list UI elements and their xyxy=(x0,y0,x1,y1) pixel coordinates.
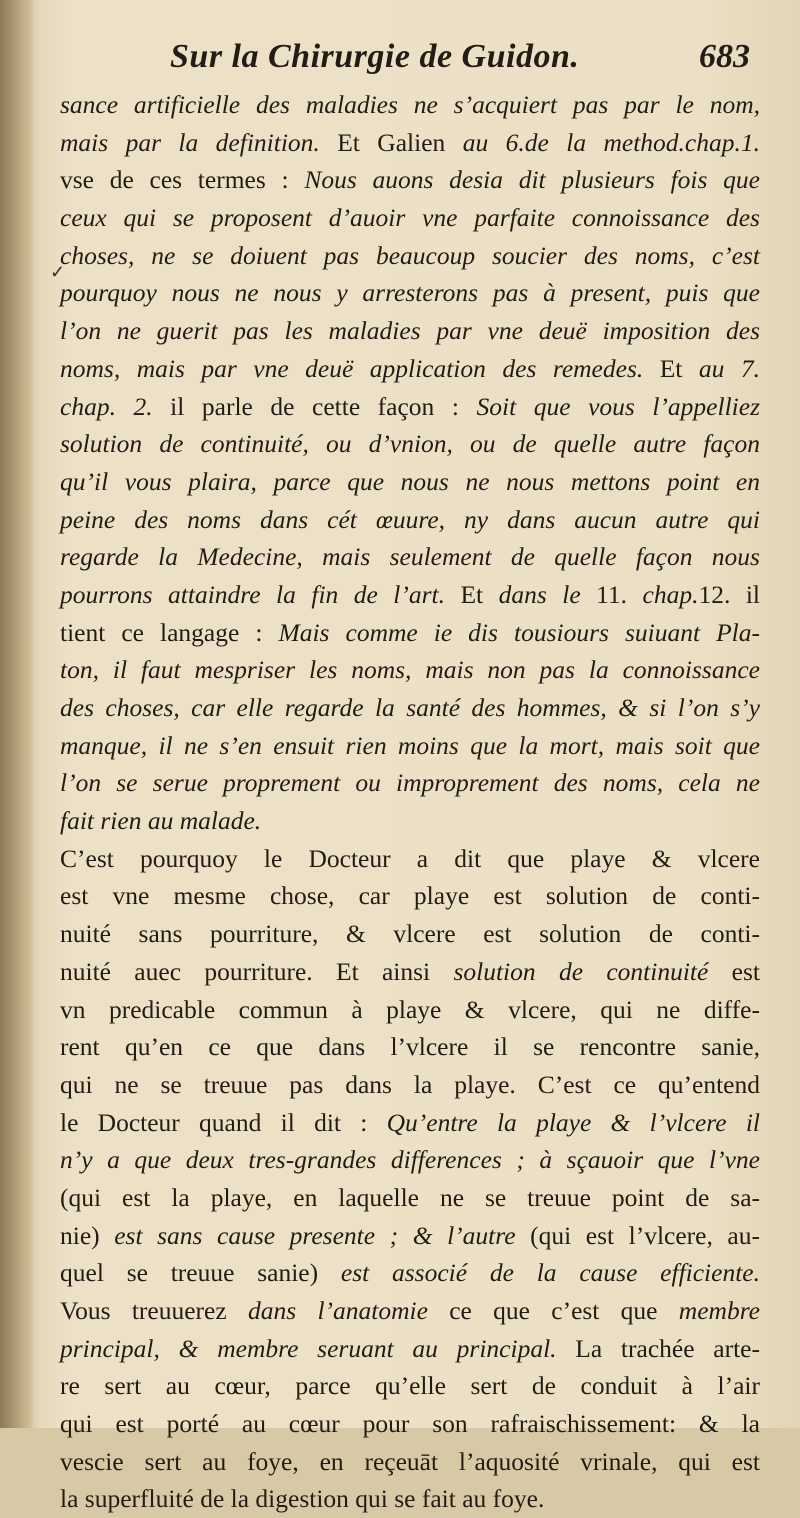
roman-segment: 12. il xyxy=(698,579,760,609)
italic-segment: est sans cause presente ; & l’autre xyxy=(114,1220,516,1250)
text-line xyxy=(60,1217,760,1255)
roman-segment: Vous treuuerez xyxy=(60,1296,248,1325)
italic-segment: au 7. xyxy=(698,353,760,383)
text-line xyxy=(60,274,760,312)
italic-segment: Nous auons desia dit plusieurs fois que xyxy=(304,165,760,195)
text-line xyxy=(60,538,760,576)
text-line xyxy=(60,86,760,124)
italic-segment: dans le xyxy=(498,579,581,609)
roman-segment: vn predicable commun à playe & vlcere, qui ne diffe- xyxy=(60,994,760,1024)
text-line xyxy=(60,388,760,426)
italic-segment: pourquoy nous ne nous y arresterons pas à present, puis que xyxy=(60,278,760,308)
text-line xyxy=(60,1367,760,1405)
text-line xyxy=(60,199,760,237)
text-line xyxy=(60,802,760,840)
italic-segment: pourrons attaindre la fin de l’art. xyxy=(60,579,445,609)
italic-segment: chap. xyxy=(642,579,699,609)
italic-segment: peine des noms dans cét œuure, ny dans aucun autre qui xyxy=(60,504,760,534)
text-line xyxy=(60,124,760,162)
text-line xyxy=(60,161,760,199)
roman-segment: rent qu’en ce que dans l’vlcere il se rencontre sanie, xyxy=(60,1032,760,1062)
text-line xyxy=(60,1141,760,1179)
text-line xyxy=(60,501,760,539)
roman-segment: tient ce langage : xyxy=(60,617,279,647)
roman-segment: qui ne se treuue pas dans la playe. C’est ce qu’entend xyxy=(60,1069,760,1099)
text-line xyxy=(60,312,760,350)
italic-segment: choses, ne se doiuent pas beaucoup soucier des noms, c’est xyxy=(60,240,760,270)
italic-segment: chap. 2. xyxy=(60,391,153,421)
roman-segment: (qui est la playe, en laquelle ne se treuue point de sa- xyxy=(60,1182,760,1212)
italic-segment: Mais comme ie dis tousiours suiuant Pla- xyxy=(278,617,760,647)
text-line xyxy=(60,350,760,388)
text-line xyxy=(60,1330,760,1368)
italic-segment: fait rien au malade. xyxy=(60,806,262,836)
italic-segment: principal, & membre seruant au principal. xyxy=(60,1333,557,1363)
text-line xyxy=(60,576,760,614)
text-line xyxy=(60,991,760,1029)
text-line xyxy=(60,614,760,652)
roman-segment: quel se treuue sanie) xyxy=(60,1258,341,1288)
text-line xyxy=(60,425,760,463)
italic-segment: noms, mais par vne deuë application des remedes. xyxy=(60,353,644,383)
roman-segment: qui est porté au cœur pour son rafraischissement: & la xyxy=(60,1409,760,1439)
roman-segment: La trachée arte- xyxy=(556,1333,760,1363)
roman-segment: Et Galien xyxy=(319,127,463,157)
text-line xyxy=(60,651,760,689)
roman-segment: il parle de cette façon : xyxy=(152,391,477,421)
italic-segment: manque, il ne s’en ensuit rien moins que la mort, mais soit que xyxy=(60,730,760,760)
page-header xyxy=(170,38,750,90)
italic-segment: Qu’entre la playe & l’vlcere il xyxy=(386,1107,760,1137)
roman-segment: ce que c’est que xyxy=(427,1296,679,1325)
italic-segment: solution de continuité xyxy=(453,956,709,986)
page-number: 683 xyxy=(699,38,750,75)
italic-segment: n’y a que deux tres-grandes differences ; à sçauoir que l’vne xyxy=(60,1145,760,1175)
italic-segment: solution de continuité, ou d’vnion, ou de quelle autre façon xyxy=(60,429,760,459)
text-line xyxy=(60,1104,760,1142)
roman-segment: vse de ces termes : xyxy=(60,165,305,195)
italic-segment: Soit que vous l’appelliez xyxy=(476,391,760,421)
italic-segment: au 6.de la method.chap.1. xyxy=(462,127,760,157)
text-line xyxy=(60,237,760,275)
roman-segment: est vne mesme chose, car playe est solution de conti- xyxy=(60,881,760,911)
italic-segment: regarde la Medecine, mais seulement de quelle façon nous xyxy=(60,542,760,572)
italic-segment: est associé de la cause efficiente. xyxy=(340,1258,760,1288)
roman-segment: (qui est l’vlcere, au- xyxy=(515,1220,760,1250)
roman-segment: est xyxy=(708,956,760,986)
italic-segment: ceux qui se proposent d’auoir vne parfaite connoissance des xyxy=(60,203,760,233)
text-line xyxy=(60,1028,760,1066)
running-title: Sur la Chirurgie de Guidon. xyxy=(170,38,580,75)
text-line xyxy=(60,840,760,878)
roman-segment: nuité sans pourriture, & vlcere est solution de conti- xyxy=(60,919,760,949)
text-line xyxy=(60,727,760,765)
roman-segment: Et xyxy=(445,579,499,609)
roman-segment: Et xyxy=(643,353,699,383)
roman-segment: nie) xyxy=(60,1220,115,1250)
italic-segment: membre xyxy=(678,1296,760,1325)
body-text xyxy=(60,86,760,1518)
italic-segment: qu’il vous plaira, parce que nous ne nous mettons point en xyxy=(60,466,760,496)
text-line xyxy=(60,877,760,915)
italic-segment: sance artificielle des maladies ne s’acquiert pas par le nom, xyxy=(60,90,760,119)
roman-segment: le Docteur quand il dit : xyxy=(60,1107,387,1137)
text-line xyxy=(60,1179,760,1217)
text-line xyxy=(60,1066,760,1104)
text-line xyxy=(60,1292,760,1330)
roman-segment: vescie sert au foye, en reçeuāt l’aquosité vrinale, qui est xyxy=(60,1446,760,1476)
text-line xyxy=(60,1480,760,1518)
italic-segment: des choses, car elle regarde la santé des hommes, & si l’on s’y xyxy=(60,693,760,722)
text-line xyxy=(60,463,760,501)
roman-segment: re sert au cœur, parce qu’elle sert de conduit à l’air xyxy=(60,1371,760,1401)
italic-segment: mais par la definition. xyxy=(60,127,320,157)
text-line xyxy=(60,1254,760,1292)
text-line xyxy=(60,1443,760,1481)
margin-mark: ✓ xyxy=(50,262,66,283)
italic-segment: l’on ne guerit pas les maladies par vne deuë imposition des xyxy=(60,316,760,346)
roman-segment: 11. xyxy=(580,579,643,609)
italic-segment: l’on se serue proprement ou improprement des noms, cela ne xyxy=(60,768,760,798)
italic-segment: ton, il faut mespriser les noms, mais non pas la connoissance xyxy=(60,655,760,685)
roman-segment: nuité auec pourriture. Et ainsi xyxy=(60,956,454,986)
italic-segment: dans l’anatomie xyxy=(247,1296,428,1325)
text-line xyxy=(60,1405,760,1443)
text-line xyxy=(60,689,760,727)
roman-segment: C’est pourquoy le Docteur a dit que playe & vlcere xyxy=(60,843,760,873)
page-gutter xyxy=(0,0,34,1428)
text-line xyxy=(60,953,760,991)
roman-segment: la superfluité de la digestion qui se fait au foye. xyxy=(60,1484,545,1514)
text-line xyxy=(60,915,760,953)
text-line xyxy=(60,764,760,802)
